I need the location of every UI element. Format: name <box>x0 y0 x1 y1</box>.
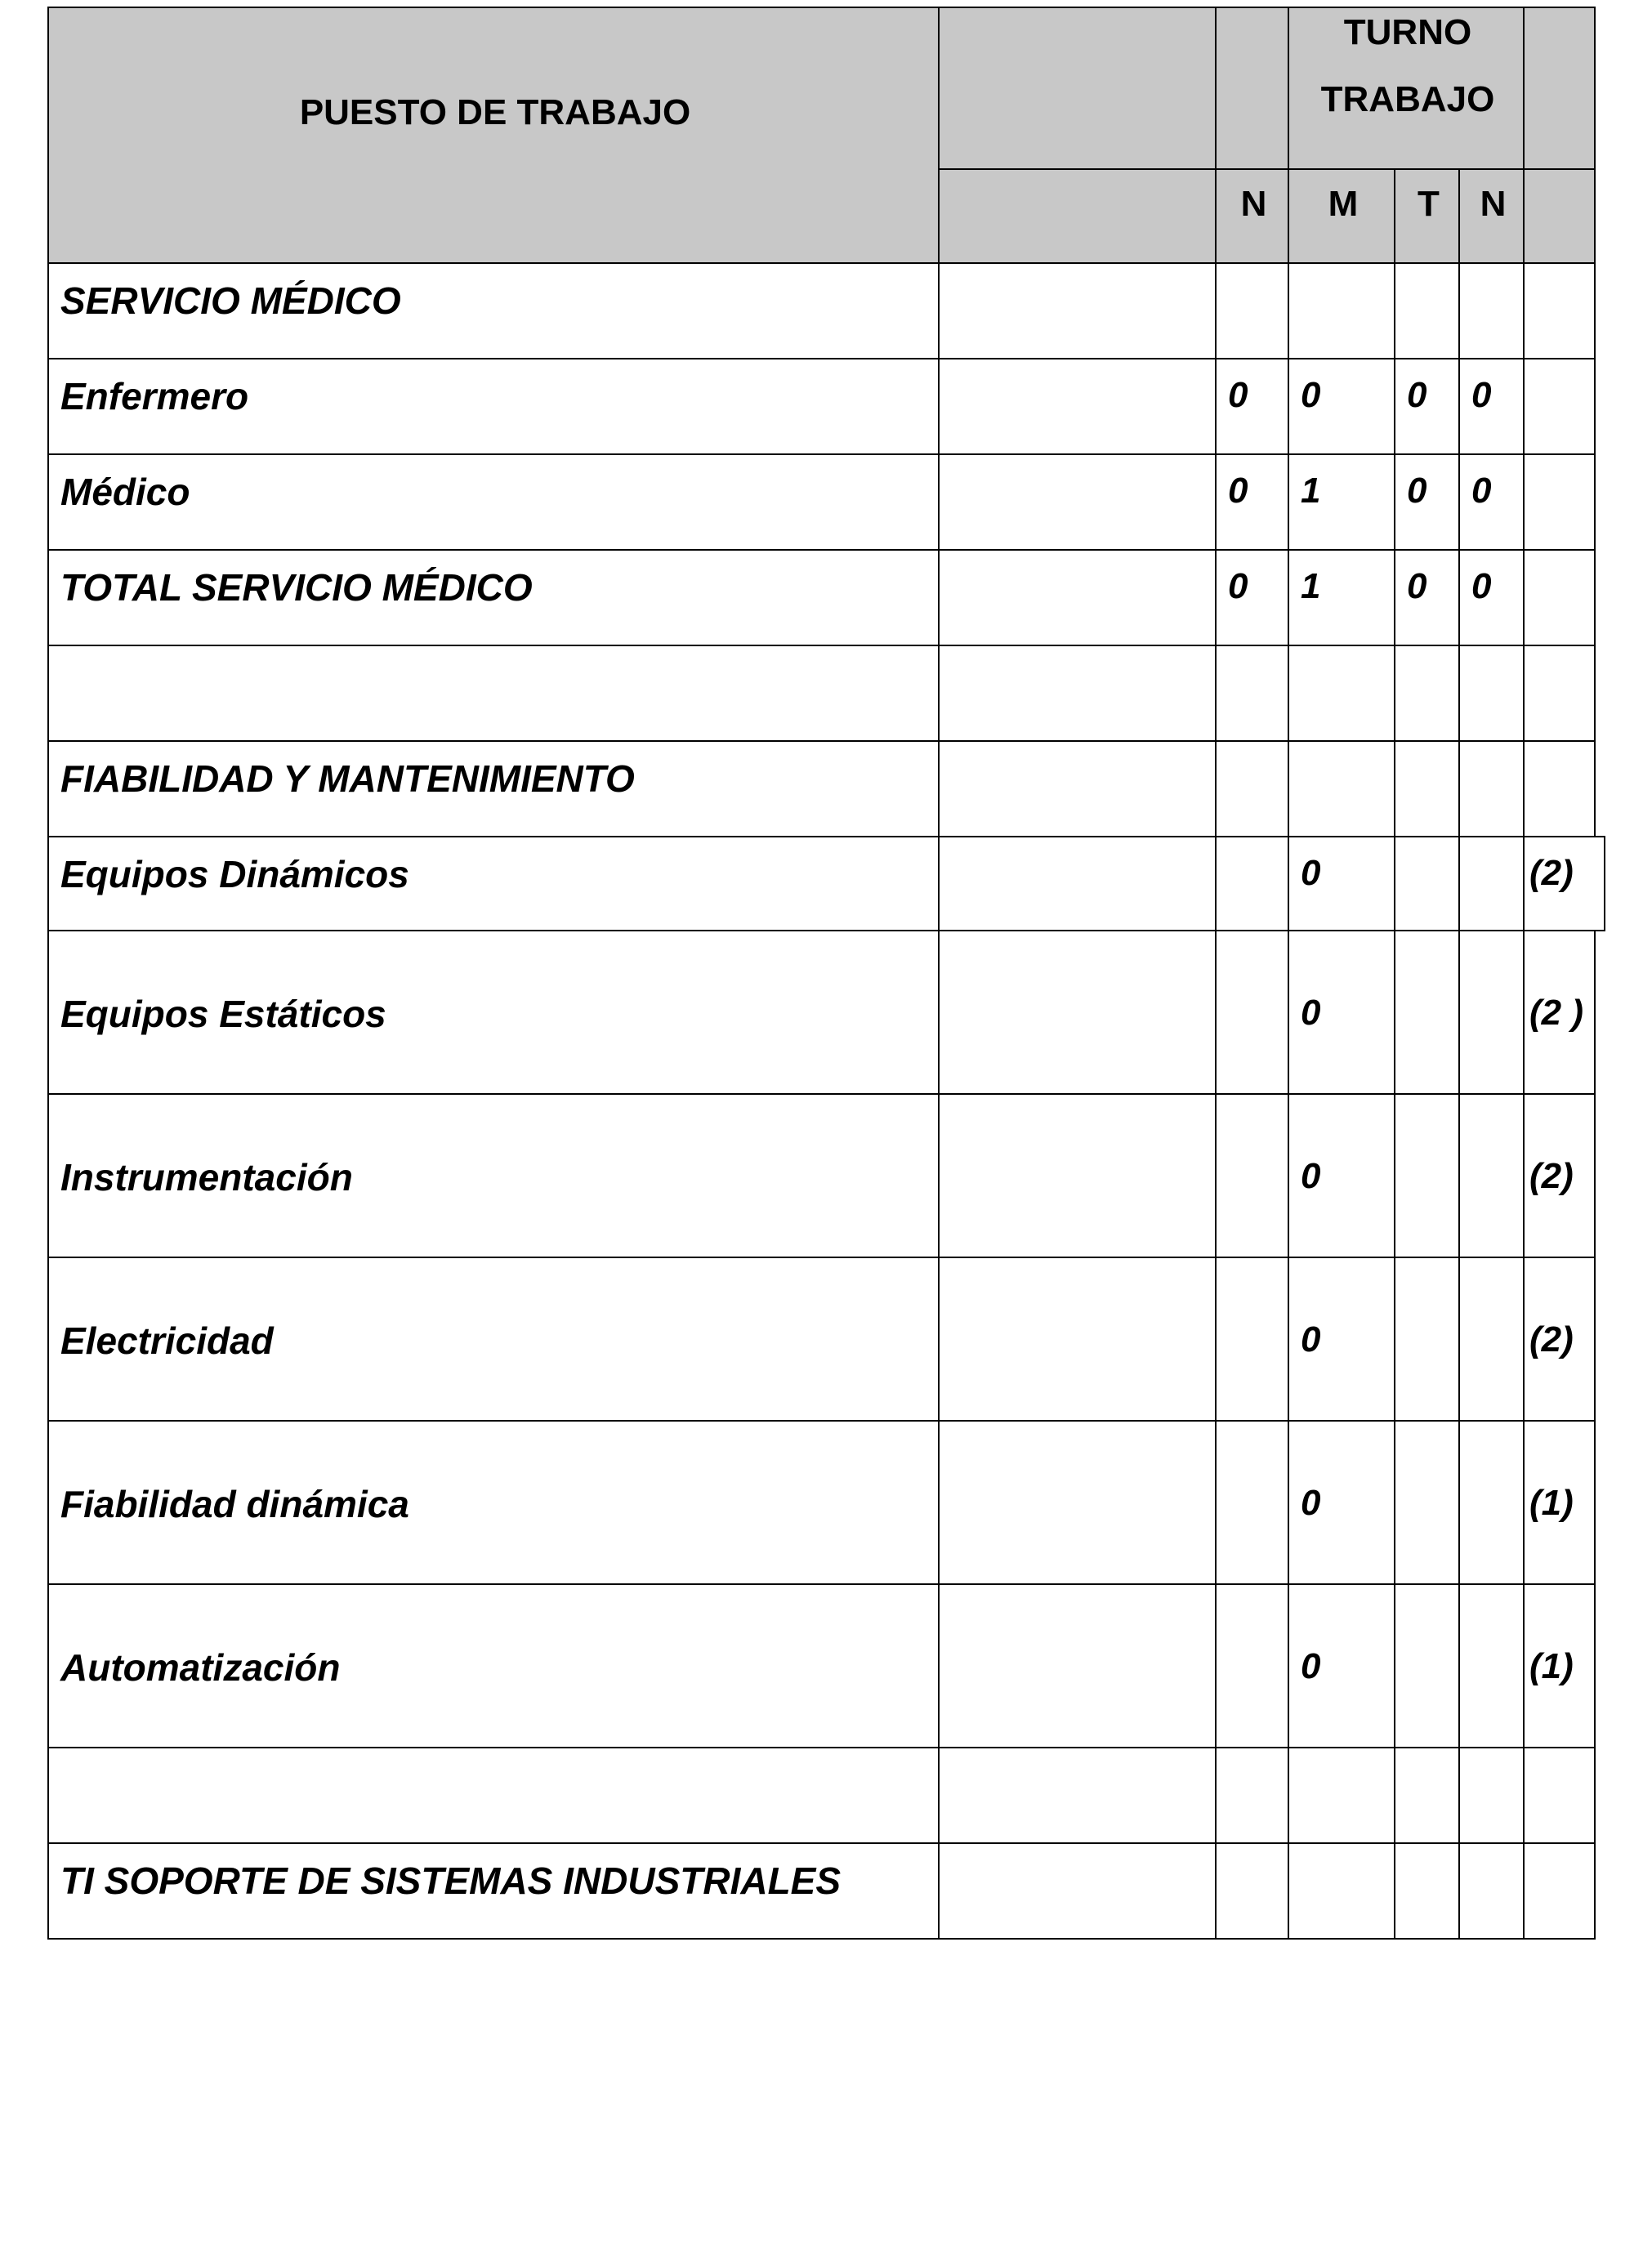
row-label: Equipos Dinámicos <box>60 853 409 895</box>
table-cell <box>1523 740 1596 837</box>
table-cell <box>1523 645 1596 742</box>
header-turno-line1: TURNO <box>1343 12 1472 52</box>
row-value-n: 0 <box>1228 471 1248 511</box>
row-value-n: 0 <box>1228 375 1248 415</box>
row-value-n: 0 <box>1228 566 1248 606</box>
table-cell <box>1458 836 1525 931</box>
header-sub-n2 <box>1458 168 1525 264</box>
table-cell <box>938 836 1217 931</box>
table-cell <box>1394 1583 1460 1748</box>
table-cell <box>1215 262 1289 359</box>
table-cell <box>1458 1583 1525 1748</box>
table-cell <box>938 453 1217 551</box>
header-blank-cell-1 <box>938 7 1217 170</box>
row-label: TI SOPORTE DE SISTEMAS INDUSTRIALES <box>60 1859 842 1902</box>
table-cell <box>938 1747 1217 1844</box>
table-cell <box>938 740 1217 837</box>
table-cell <box>1288 1257 1395 1422</box>
table-cell <box>1394 1420 1460 1585</box>
row-value-extra: (2 ) <box>1529 993 1583 1033</box>
table-cell <box>1215 1093 1289 1258</box>
row-value-extra: (2) <box>1529 1156 1574 1196</box>
table-cell <box>47 1842 940 1940</box>
table-cell <box>1523 930 1596 1095</box>
header-blank-cell-2 <box>1215 7 1289 170</box>
table-cell <box>47 1420 940 1585</box>
table-cell <box>1523 1093 1596 1258</box>
table-cell <box>1288 1747 1395 1844</box>
table-cell <box>47 1583 940 1748</box>
table-cell <box>938 645 1217 742</box>
table-cell <box>47 836 940 931</box>
table-cell <box>1458 930 1525 1095</box>
table-cell <box>1458 645 1525 742</box>
table-cell <box>938 1842 1217 1940</box>
header-sub-m-label: M <box>1328 184 1359 224</box>
table-cell <box>47 1093 940 1258</box>
table-cell <box>1288 1420 1395 1585</box>
row-label: Electricidad <box>60 1319 274 1362</box>
table-cell <box>1523 1747 1596 1844</box>
table-cell <box>1394 740 1460 837</box>
table-cell <box>1394 358 1460 455</box>
row-label: Enfermero <box>60 375 249 417</box>
table-cell <box>1288 740 1395 837</box>
row-label: FIABILIDAD Y MANTENIMIENTO <box>60 757 635 800</box>
table-cell <box>1288 645 1395 742</box>
table-cell <box>1288 1842 1395 1940</box>
row-value-extra: (1) <box>1529 1646 1574 1686</box>
table-cell <box>938 1583 1217 1748</box>
table-cell <box>1215 1420 1289 1585</box>
header-sub-t-label: T <box>1418 184 1440 224</box>
table-cell <box>1288 1583 1395 1748</box>
row-value-m: 0 <box>1301 375 1321 415</box>
table-cell <box>47 740 940 837</box>
header-sub-n <box>1215 168 1289 264</box>
table-cell <box>938 1093 1217 1258</box>
table-cell <box>1458 740 1525 837</box>
row-value-m: 0 <box>1301 1319 1321 1359</box>
table-cell <box>1215 549 1289 646</box>
table-cell <box>47 453 940 551</box>
header-blank-cell-3 <box>1523 7 1596 170</box>
table-cell <box>47 1257 940 1422</box>
row-value-n2: 0 <box>1471 471 1492 511</box>
table-cell <box>1394 836 1460 931</box>
table-cell <box>1288 453 1395 551</box>
table-cell <box>1215 1747 1289 1844</box>
row-value-extra: (2) <box>1529 853 1574 893</box>
table-cell <box>1458 262 1525 359</box>
table-cell <box>1523 358 1596 455</box>
header-turno-line2: TRABAJO <box>1320 79 1495 119</box>
table-cell <box>938 549 1217 646</box>
table-cell <box>1523 1842 1596 1940</box>
header-blank-cell-5 <box>1523 168 1596 264</box>
table-cell <box>47 645 940 742</box>
table-cell <box>1288 930 1395 1095</box>
table-cell <box>1523 453 1596 551</box>
row-value-extra: (2) <box>1529 1319 1574 1359</box>
row-value-extra: (1) <box>1529 1483 1574 1523</box>
table-cell <box>1394 1747 1460 1844</box>
table-cell <box>1523 1583 1596 1748</box>
table-cell <box>47 262 940 359</box>
header-sub-m <box>1288 168 1395 264</box>
table-cell <box>1458 1257 1525 1422</box>
table-cell <box>47 930 940 1095</box>
table-cell <box>1394 453 1460 551</box>
table-cell <box>938 930 1217 1095</box>
table-cell <box>1458 1093 1525 1258</box>
table-cell <box>1394 262 1460 359</box>
table-cell <box>1394 1093 1460 1258</box>
header-sub-n2-label: N <box>1480 184 1507 224</box>
table-cell <box>1523 836 1605 931</box>
header-puesto-cell <box>47 7 940 264</box>
table-cell <box>1288 549 1395 646</box>
table-cell <box>1215 453 1289 551</box>
header-sub-t <box>1394 168 1460 264</box>
table-cell <box>1215 930 1289 1095</box>
table-cell <box>1458 1420 1525 1585</box>
table-cell <box>1523 1420 1596 1585</box>
table-cell <box>47 358 940 455</box>
table-cell <box>1523 1257 1596 1422</box>
header-puesto-label: PUESTO DE TRABAJO <box>299 92 691 132</box>
table-cell <box>1215 1842 1289 1940</box>
table-cell <box>938 1257 1217 1422</box>
table-cell <box>1215 836 1289 931</box>
table-cell <box>938 358 1217 455</box>
table-cell <box>1394 1842 1460 1940</box>
row-value-m: 0 <box>1301 1156 1321 1196</box>
row-value-m: 1 <box>1301 566 1321 606</box>
header-turno-cell <box>1288 7 1525 170</box>
table-cell <box>1288 836 1395 931</box>
table-cell <box>938 1420 1217 1585</box>
row-value-m: 0 <box>1301 853 1321 893</box>
table-cell <box>1458 549 1525 646</box>
row-value-n2: 0 <box>1471 375 1492 415</box>
staffing-table <box>47 7 1596 1922</box>
table-cell <box>1458 453 1525 551</box>
row-value-t: 0 <box>1407 566 1427 606</box>
table-cell <box>1215 1257 1289 1422</box>
row-value-m: 0 <box>1301 1483 1321 1523</box>
table-cell <box>47 1747 940 1844</box>
table-cell <box>1288 1093 1395 1258</box>
table-cell <box>47 549 940 646</box>
table-cell <box>1523 262 1596 359</box>
table-cell <box>1215 358 1289 455</box>
row-value-t: 0 <box>1407 375 1427 415</box>
table-cell <box>1215 645 1289 742</box>
row-label: Equipos Estáticos <box>60 993 386 1035</box>
table-cell <box>1394 1257 1460 1422</box>
row-label: Automatización <box>60 1646 341 1689</box>
table-cell <box>1215 1583 1289 1748</box>
table-cell <box>1215 740 1289 837</box>
table-cell <box>1288 358 1395 455</box>
row-value-m: 0 <box>1301 1646 1321 1686</box>
table-cell <box>1394 645 1460 742</box>
table-cell <box>1394 930 1460 1095</box>
row-label: Fiabilidad dinámica <box>60 1483 409 1525</box>
table-cell <box>938 262 1217 359</box>
header-sub-n-label: N <box>1240 184 1267 224</box>
table-cell <box>1458 1842 1525 1940</box>
row-label: TOTAL SERVICIO MÉDICO <box>60 566 533 609</box>
header-blank-cell-4 <box>938 168 1217 264</box>
table-cell <box>1458 1747 1525 1844</box>
row-value-m: 1 <box>1301 471 1321 511</box>
table-cell <box>1288 262 1395 359</box>
table-cell <box>1458 358 1525 455</box>
row-value-t: 0 <box>1407 471 1427 511</box>
table-cell <box>1523 549 1596 646</box>
row-label: Instrumentación <box>60 1156 353 1199</box>
row-label: Médico <box>60 471 190 513</box>
row-value-m: 0 <box>1301 993 1321 1033</box>
row-label: SERVICIO MÉDICO <box>60 279 401 322</box>
row-value-n2: 0 <box>1471 566 1492 606</box>
table-cell <box>1394 549 1460 646</box>
